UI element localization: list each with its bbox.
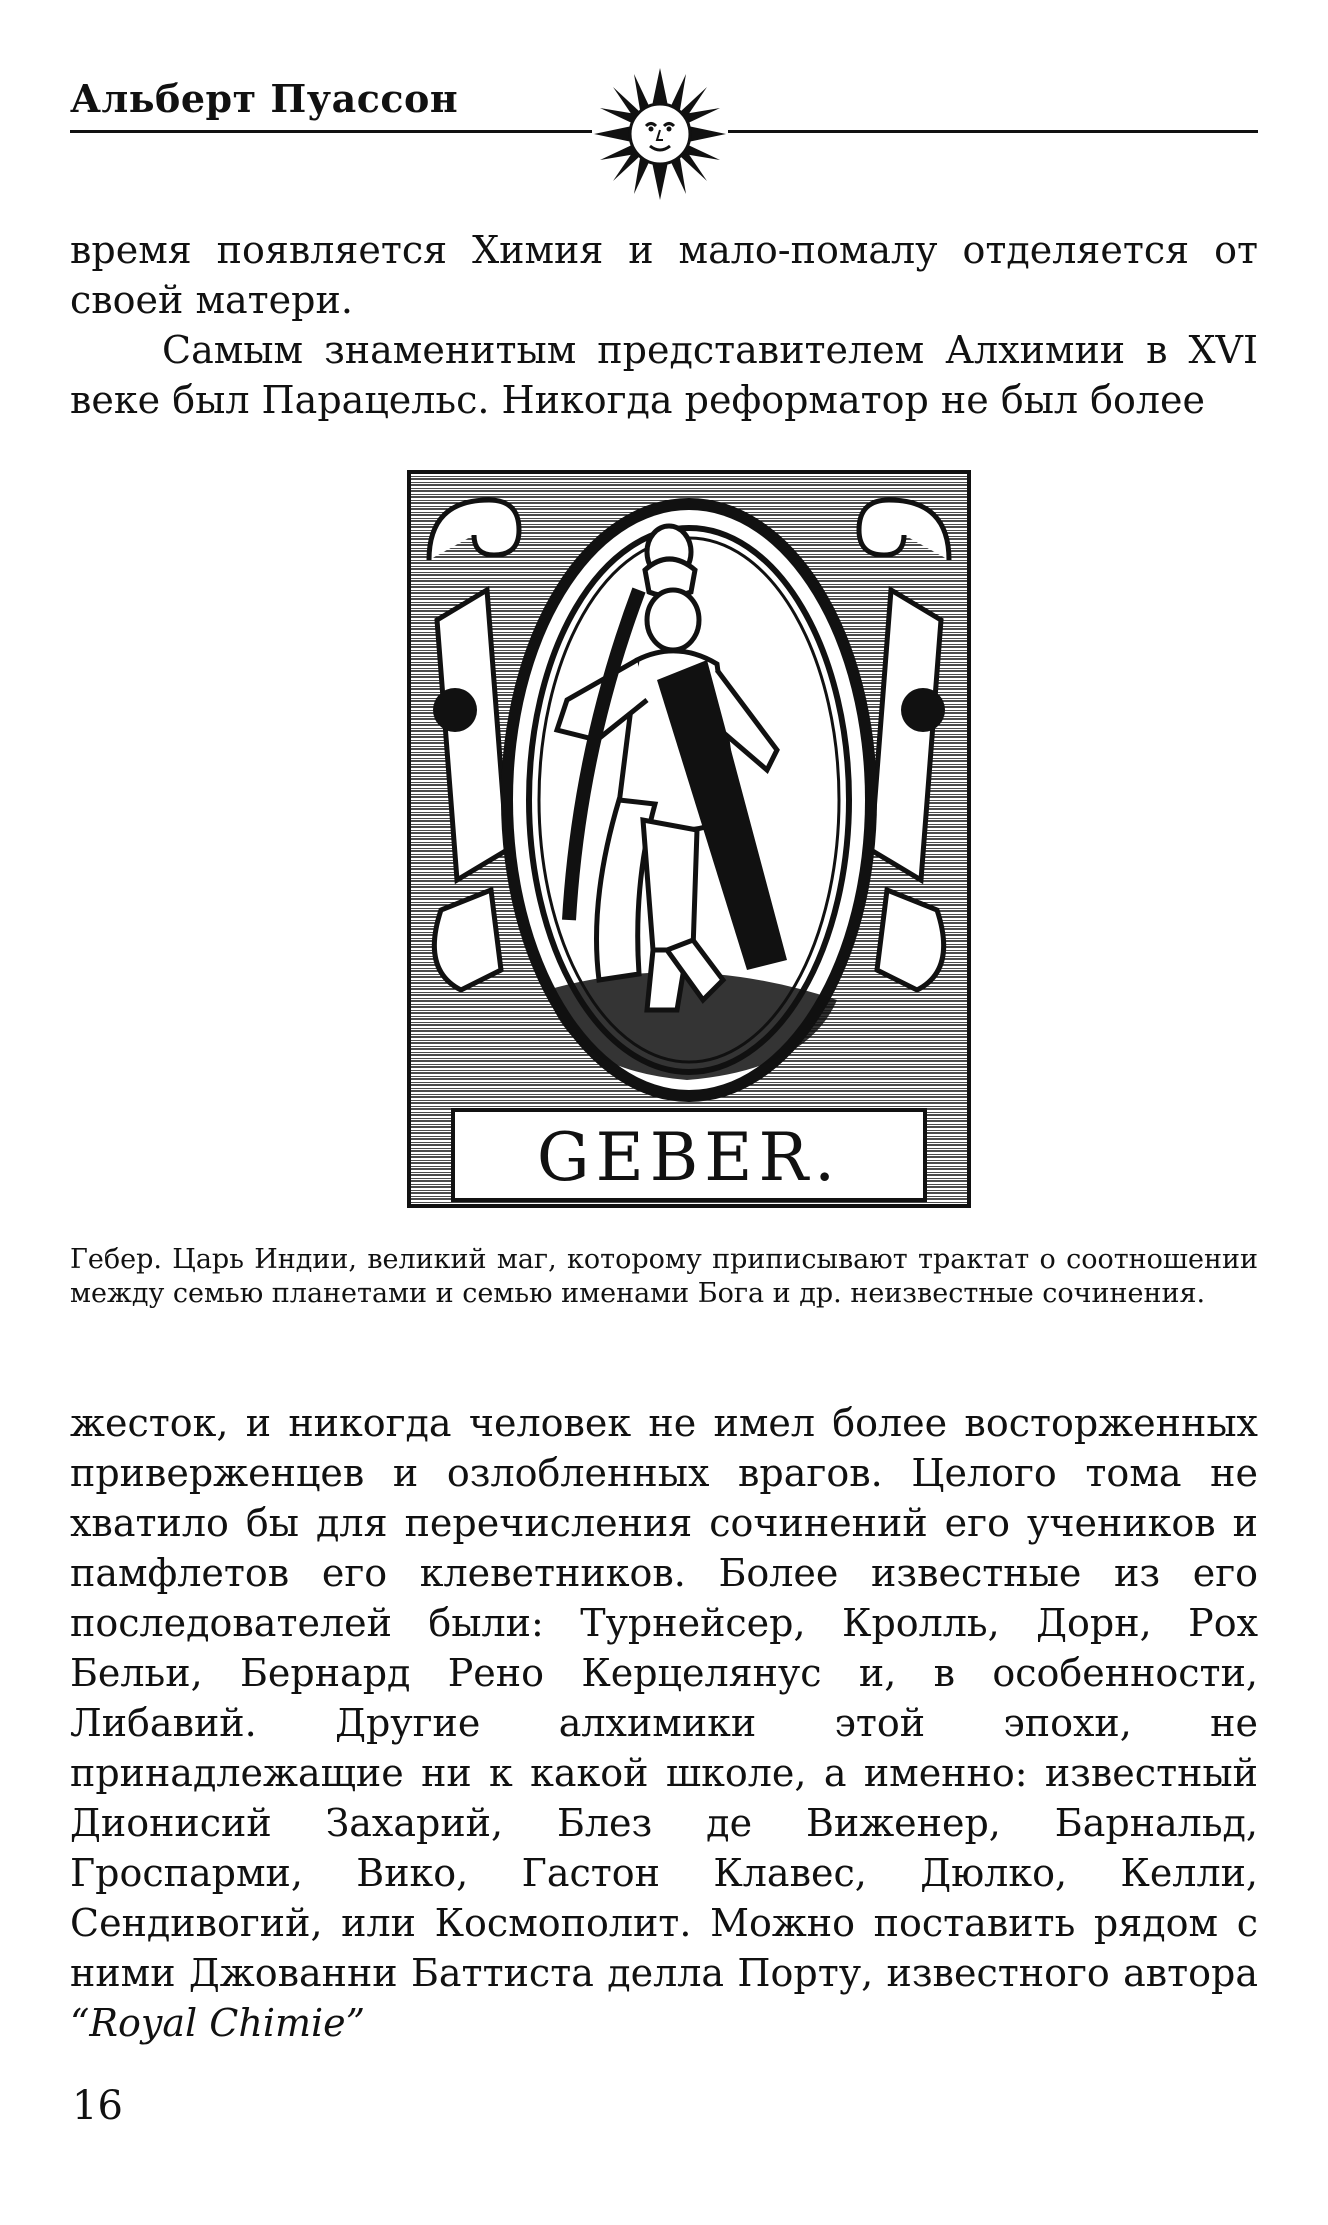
paragraph: Самым знаменитым представителем Алхимии в XVI веке был Парацельс. Никогда реформатор не был более [70,328,1258,422]
book-title: “Royal Chimie” [70,2001,366,2045]
page-number: 16 [72,2083,123,2129]
paragraph-text: жесток, и никогда человек не имел более восторженных приверженцев и озлобленных врагов. Целого тома не хватило бы для перечисления сочинений его учеников и памфлетов его клеветников. Более известные из его последователей были: Турнейсер, Кролль, Дорн, Рох Бельи, Бернард Рено Керцелянус и, в особенности, Либавий. Другие алхимики этой эпохи, не принадлежащие ни к какой школе, а именно: известный Дионисий Захарий, Блез де Виженер, Барнальд, Гроспарми, Вико, Гастон Клавес, Дюлко, Келли, Сендивогий, или Космополит. Можно поставить рядом с ними Джованни Баттиста делла Порту, известного автора [70,1401,1258,1995]
running-head-author: Альберт Пуассон [70,76,459,121]
sun-face-icon [590,64,730,204]
running-head-rule-right [728,130,1258,133]
body-text-bottom [70,1398,1258,2048]
geber-engraving [407,470,971,1208]
figure-caption: Гебер. Царь Индии, великий маг, которому приписывают трактат о соотношении между семью планетами и семью именами Бога и др. неизвестные сочинения. [70,1244,1258,1309]
body-text-top [70,225,1258,425]
paragraph [70,1398,1258,2048]
paragraph: время появляется Химия и мало-помалу отделяется от своей матери. [70,228,1258,322]
running-head [70,70,1258,200]
figure-banner-text: GEBER. [536,1119,842,1196]
running-head-rule-left [70,130,592,133]
